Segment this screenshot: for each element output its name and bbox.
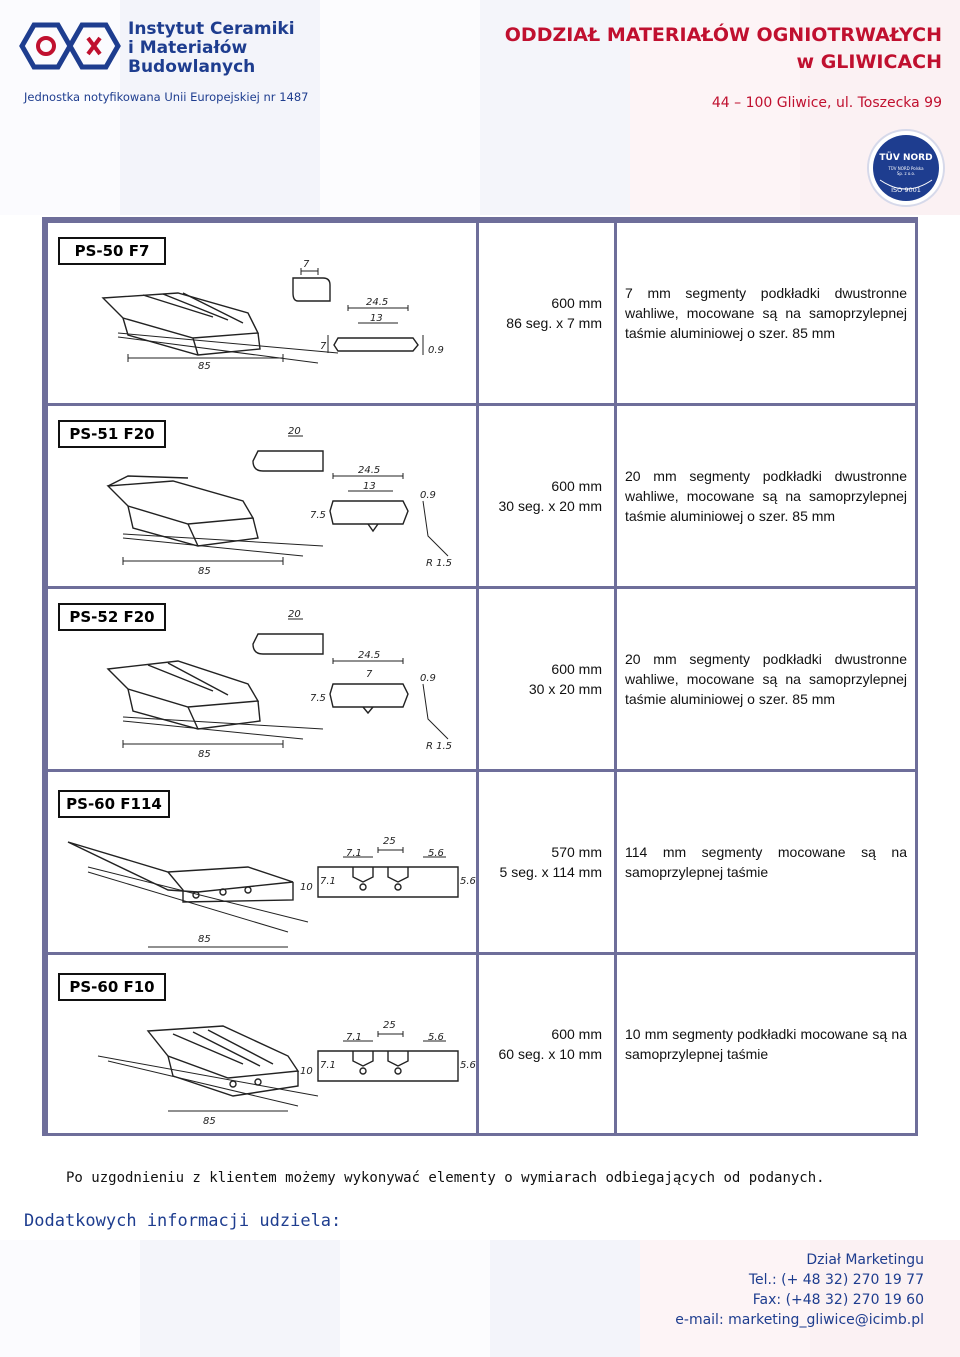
dimension-label: 10 (300, 882, 313, 893)
product-length: 600 mm (551, 478, 602, 494)
dimension-label: 25 (383, 1020, 396, 1031)
dimension-label: 0.9 (420, 490, 436, 501)
drawing-cell (48, 406, 476, 586)
profile-drawing (48, 223, 476, 403)
profile-drawing (48, 772, 476, 952)
product-description: 7 mm segmenty podkładki dwustronne wahliwe, mocowane są na samoprzylepnej taśmie aluminiowej o szer. 85 mm (625, 285, 907, 341)
product-segments: 30 seg. x 20 mm (498, 498, 602, 514)
institute-name-line1: Instytut Ceramiki (128, 19, 295, 39)
product-length: 570 mm (551, 844, 602, 860)
dimension-label: 5.6 (460, 1060, 476, 1071)
product-segments: 5 seg. x 114 mm (499, 864, 602, 880)
product-description: 20 mm segmenty podkładki dwustronne wahliwe, mocowane są na samoprzylepnej taśmie aluminiowej o szer. 85 mm (625, 651, 907, 707)
description-cell (617, 772, 915, 952)
product-segments: 60 seg. x 10 mm (498, 1046, 602, 1062)
dimensions-cell (479, 955, 614, 1133)
custom-dimensions-note: Po uzgodnieniu z klientem możemy wykonywać elementy o wymiarach odbiegających od podanych. (66, 1170, 825, 1186)
dimension-label: 5.6 (460, 876, 476, 887)
product-length: 600 mm (551, 661, 602, 677)
drawing-cell (48, 589, 476, 769)
description-cell (617, 955, 915, 1133)
dimension-label: 7.1 (320, 876, 336, 887)
drawing-cell (48, 223, 476, 403)
product-segments: 86 seg. x 7 mm (506, 315, 602, 331)
dimension-label: R 1.5 (426, 741, 453, 752)
dimension-label: 7.1 (346, 848, 362, 859)
contact-block (675, 1250, 924, 1330)
dimensions-cell (479, 772, 614, 952)
dimensions-cell (479, 223, 614, 403)
dimension-label: 7 (320, 341, 327, 352)
dimension-label: 13 (370, 313, 383, 324)
dimension-label: 7.5 (310, 693, 326, 704)
table-row (45, 589, 915, 769)
dimension-label: 25 (383, 836, 396, 847)
icimb-logo-icon (18, 20, 122, 72)
contact-department: Dział Marketingu (806, 1252, 924, 1268)
tuv-iso-certificate-icon (866, 128, 946, 208)
dimension-label: 7 (303, 259, 310, 270)
institute-name-line3: Budowlanych (128, 57, 256, 77)
dimension-label: 0.9 (428, 345, 444, 356)
description-cell (617, 589, 915, 769)
dimension-label: 5.6 (428, 848, 444, 859)
dimension-label: 24.5 (366, 297, 389, 308)
product-length: 600 mm (551, 295, 602, 311)
dimensions-cell (479, 589, 614, 769)
department-address: 44 – 100 Gliwice, ul. Toszecka 99 (711, 95, 942, 111)
dimension-label: 85 (198, 934, 211, 945)
dimension-label: 85 (198, 361, 211, 372)
dimension-label: 24.5 (358, 465, 381, 476)
profile-drawing (48, 406, 476, 586)
dimension-label: 7.5 (310, 510, 326, 521)
dimension-label: 10 (300, 1066, 313, 1077)
product-code: PS-60 F10 (58, 973, 166, 1001)
dimension-label: 5.6 (428, 1032, 444, 1043)
product-segments: 30 x 20 mm (528, 681, 602, 697)
product-code: PS-51 F20 (58, 420, 166, 448)
dimension-label: 20 (288, 609, 301, 620)
product-description: 114 mm segmenty mocowane są na samoprzylepnej taśmie (625, 844, 907, 880)
product-code: PS-50 F7 (58, 237, 166, 265)
dimension-label: 24.5 (358, 650, 381, 661)
table-row (45, 955, 915, 1133)
svg-text:TÜV NORD Polska: TÜV NORD Polska (888, 166, 924, 171)
product-description: 10 mm segmenty podkładki mocowane są na samoprzylepnej taśmie (625, 1026, 907, 1062)
contact-fax: Fax: (+48 32) 270 19 60 (752, 1292, 924, 1308)
svg-text:TÜV NORD: TÜV NORD (879, 153, 933, 163)
drawing-cell (48, 772, 476, 952)
dimension-label: R 1.5 (426, 558, 453, 569)
profile-drawing (48, 589, 476, 769)
product-code: PS-60 F114 (58, 790, 170, 818)
contact-email-link[interactable]: e-mail: marketing_gliwice@icimb.pl (675, 1312, 924, 1328)
dimension-label: 0.9 (420, 673, 436, 684)
product-code: PS-52 F20 (58, 603, 166, 631)
drawing-cell (48, 955, 476, 1133)
dimension-label: 13 (363, 481, 376, 492)
institute-name-line2: i Materiałów (128, 38, 248, 58)
profile-drawing (48, 955, 476, 1135)
dimension-label: 7.1 (346, 1032, 362, 1043)
description-cell (617, 223, 915, 403)
institute-name (128, 20, 295, 77)
product-length: 600 mm (551, 1026, 602, 1042)
dimension-label: 7.1 (320, 1060, 336, 1071)
contact-phone: Tel.: (+ 48 32) 270 19 77 (748, 1272, 924, 1288)
table-row (45, 406, 915, 586)
dimension-label: 20 (288, 426, 301, 437)
svg-text:ISO 9001: ISO 9001 (891, 186, 921, 194)
department-title-line2: w GLIWICACH (796, 51, 942, 73)
dimension-label: 85 (198, 566, 211, 577)
product-table (42, 217, 918, 1136)
department-title (505, 22, 942, 76)
dimension-label: 85 (203, 1116, 216, 1127)
description-cell (617, 406, 915, 586)
dimensions-cell (479, 406, 614, 586)
department-title-line1: ODDZIAŁ MATERIAŁÓW OGNIOTRWAŁYCH (504, 24, 942, 46)
table-row (45, 772, 915, 952)
product-description: 20 mm segmenty podkładki dwustronne wahliwe, mocowane są na samoprzylepnej taśmie aluminiowej o szer. 85 mm (625, 468, 907, 524)
more-info-heading: Dodatkowych informacji udziela: (24, 1211, 342, 1231)
dimension-label: 85 (198, 749, 211, 760)
table-row (45, 223, 915, 403)
notified-body-text: Jednostka notyfikowana Unii Europejskiej nr 1487 (24, 90, 309, 104)
dimension-label: 7 (366, 669, 373, 680)
svg-text:Sp. z o.o.: Sp. z o.o. (896, 171, 916, 176)
